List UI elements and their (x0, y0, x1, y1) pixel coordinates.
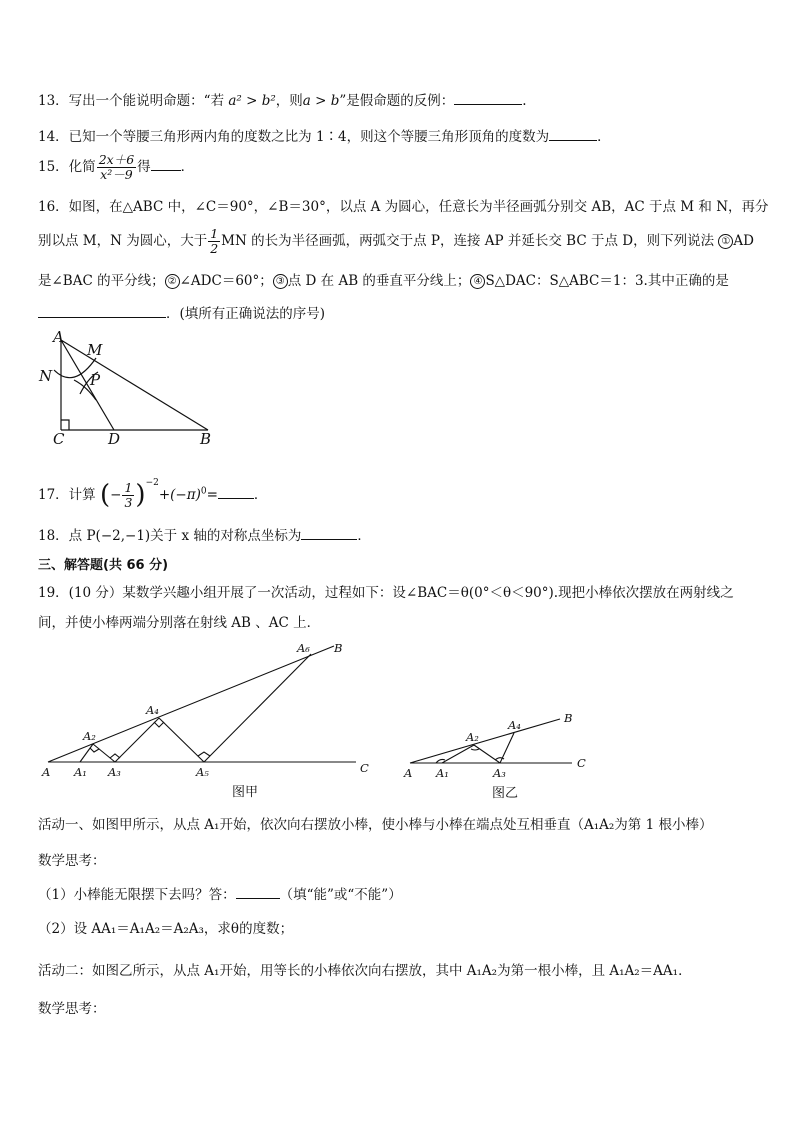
answer-blank-17[interactable] (218, 484, 254, 499)
sub-question-1: （1）小棒能无限摆下去吗？答： （填“能”或“不能”） (38, 884, 402, 904)
answer-blank-14[interactable] (549, 126, 597, 141)
svg-text:A₁: A₁ (436, 766, 449, 780)
question-16-line4: ．(填所有正确说法的序号) (38, 303, 325, 323)
answer-blank-15[interactable] (151, 156, 181, 171)
svg-text:A₃: A₃ (493, 766, 506, 780)
svg-text:C: C (360, 761, 369, 775)
svg-text:A: A (404, 766, 413, 780)
stick-2 (93, 744, 115, 762)
question-14: 14．已知一个等腰三角形两内角的度数之比为 1∶4，则这个等腰三角形顶角的度数为 ． (38, 126, 611, 146)
label-n: N (39, 367, 53, 385)
label-m: M (87, 341, 103, 359)
question-15: 15．化简 $\frac{2x+6}{\text{x²－9}}$ 得 ． (38, 152, 195, 182)
svg-text:B: B (564, 711, 573, 725)
answer-blank-16[interactable] (38, 303, 166, 318)
question-13: 13．写出一个能说明命题：“若 a² > b²，则a > b”是假命题的反例： . (38, 90, 527, 110)
answer-blank-18[interactable] (301, 525, 357, 540)
svg-text:C: C (577, 756, 586, 770)
figure-a (38, 638, 378, 803)
svg-text:A₄: A₄ (146, 703, 159, 717)
label-a: A (53, 328, 64, 346)
stick-b2 (474, 745, 500, 763)
fraction-half: $\frac{1}{2}$ (210, 226, 219, 256)
svg-text:A₃: A₃ (108, 765, 121, 779)
activity-1: 活动一、如图甲所示，从点 A₁开始，依次向右摆放小棒，使小棒与小棒在端点处互相垂直（A₁A₂为第 1 根小棒） (38, 817, 713, 833)
math-think-1: 数学思考： (38, 853, 106, 869)
caption-a: 图甲 (232, 785, 259, 800)
stick-5 (204, 654, 311, 762)
stick-4 (159, 718, 204, 762)
question-16-line3: 是∠BAC 的平分线； ② ∠ADC＝60°； ③ 点 D 在 AB 的垂直平分线上； ④ S△DAC：S△ABC＝1：3.其中正确的是 (38, 273, 729, 289)
ray-ab-b (410, 719, 560, 763)
figure-b (400, 705, 600, 803)
ray-ab (48, 646, 334, 762)
svg-text:B: B (334, 641, 343, 655)
svg-text:A₅: A₅ (196, 765, 209, 779)
sub-question-2: （2）设 AA₁＝A₁A₂＝A₂A₃，求θ的度数； (38, 921, 294, 937)
section-title: 三、解答题(共 66 分) (38, 558, 169, 573)
question-17: 17．计算 (− $\frac{1}{3}$ )$^{-2}+(-\pi)^0=$ ． (38, 478, 268, 510)
svg-text:A: A (42, 765, 51, 779)
activity-2: 活动二：如图乙所示，从点 A₁开始，用等长的小棒依次向右摆放，其中 A₁A₂为第一根小棒，且 A₁A₂＝AA₁． (38, 963, 692, 979)
label-b: B (200, 430, 212, 448)
right-angle-c (61, 420, 69, 430)
svg-text:A₄: A₄ (508, 718, 521, 732)
question-16-line2: 别以点 M，N 为圆心，大于 $\frac{1}{2}$ MN 的长为半径画弧，两弧交于点 P，连接 AP 并延长交 BC 于点 D，则下列说法 ① AD (38, 226, 754, 256)
svg-text:A₂: A₂ (83, 729, 96, 743)
fraction-15: $\frac{2x+6}{\text{x²－9}}$ (98, 152, 135, 182)
answer-blank-19-1[interactable] (236, 884, 280, 899)
svg-text:A₁: A₁ (74, 765, 87, 779)
question-19-line2: 间，并使小棒两端分别落在射线 AB 、AC 上． (38, 615, 321, 631)
math-think-2: 数学思考： (38, 1001, 106, 1017)
stick-3 (115, 718, 159, 762)
stick-b1 (442, 745, 474, 763)
label-d: D (108, 430, 121, 448)
question-16-line1: 16．如图，在△ABC 中，∠C＝90°，∠B＝30°，以点 A 为圆心，任意长为半径画弧分别交 AB，AC 于点 M 和 N，再分 (38, 199, 769, 215)
triangle-figure (36, 328, 226, 448)
svg-text:A₂: A₂ (466, 730, 479, 744)
side-ab (61, 340, 208, 430)
answer-blank-13[interactable] (454, 90, 522, 105)
question-19-line1: 19．(10 分）某数学兴趣小组开展了一次活动，过程如下：设∠BAC＝θ(0°＜θ＜90°).现把小棒依次摆放在两射线之 (38, 585, 734, 601)
caption-b: 图乙 (492, 786, 519, 801)
fraction-third: $\frac{1}{3}$ (124, 480, 133, 510)
label-p: P (90, 371, 101, 389)
svg-text:A₆: A₆ (297, 641, 310, 655)
label-c: C (53, 430, 65, 448)
question-18: 18．点 P(−2,−1)关于 x 轴的对称点坐标为 ． (38, 525, 371, 545)
